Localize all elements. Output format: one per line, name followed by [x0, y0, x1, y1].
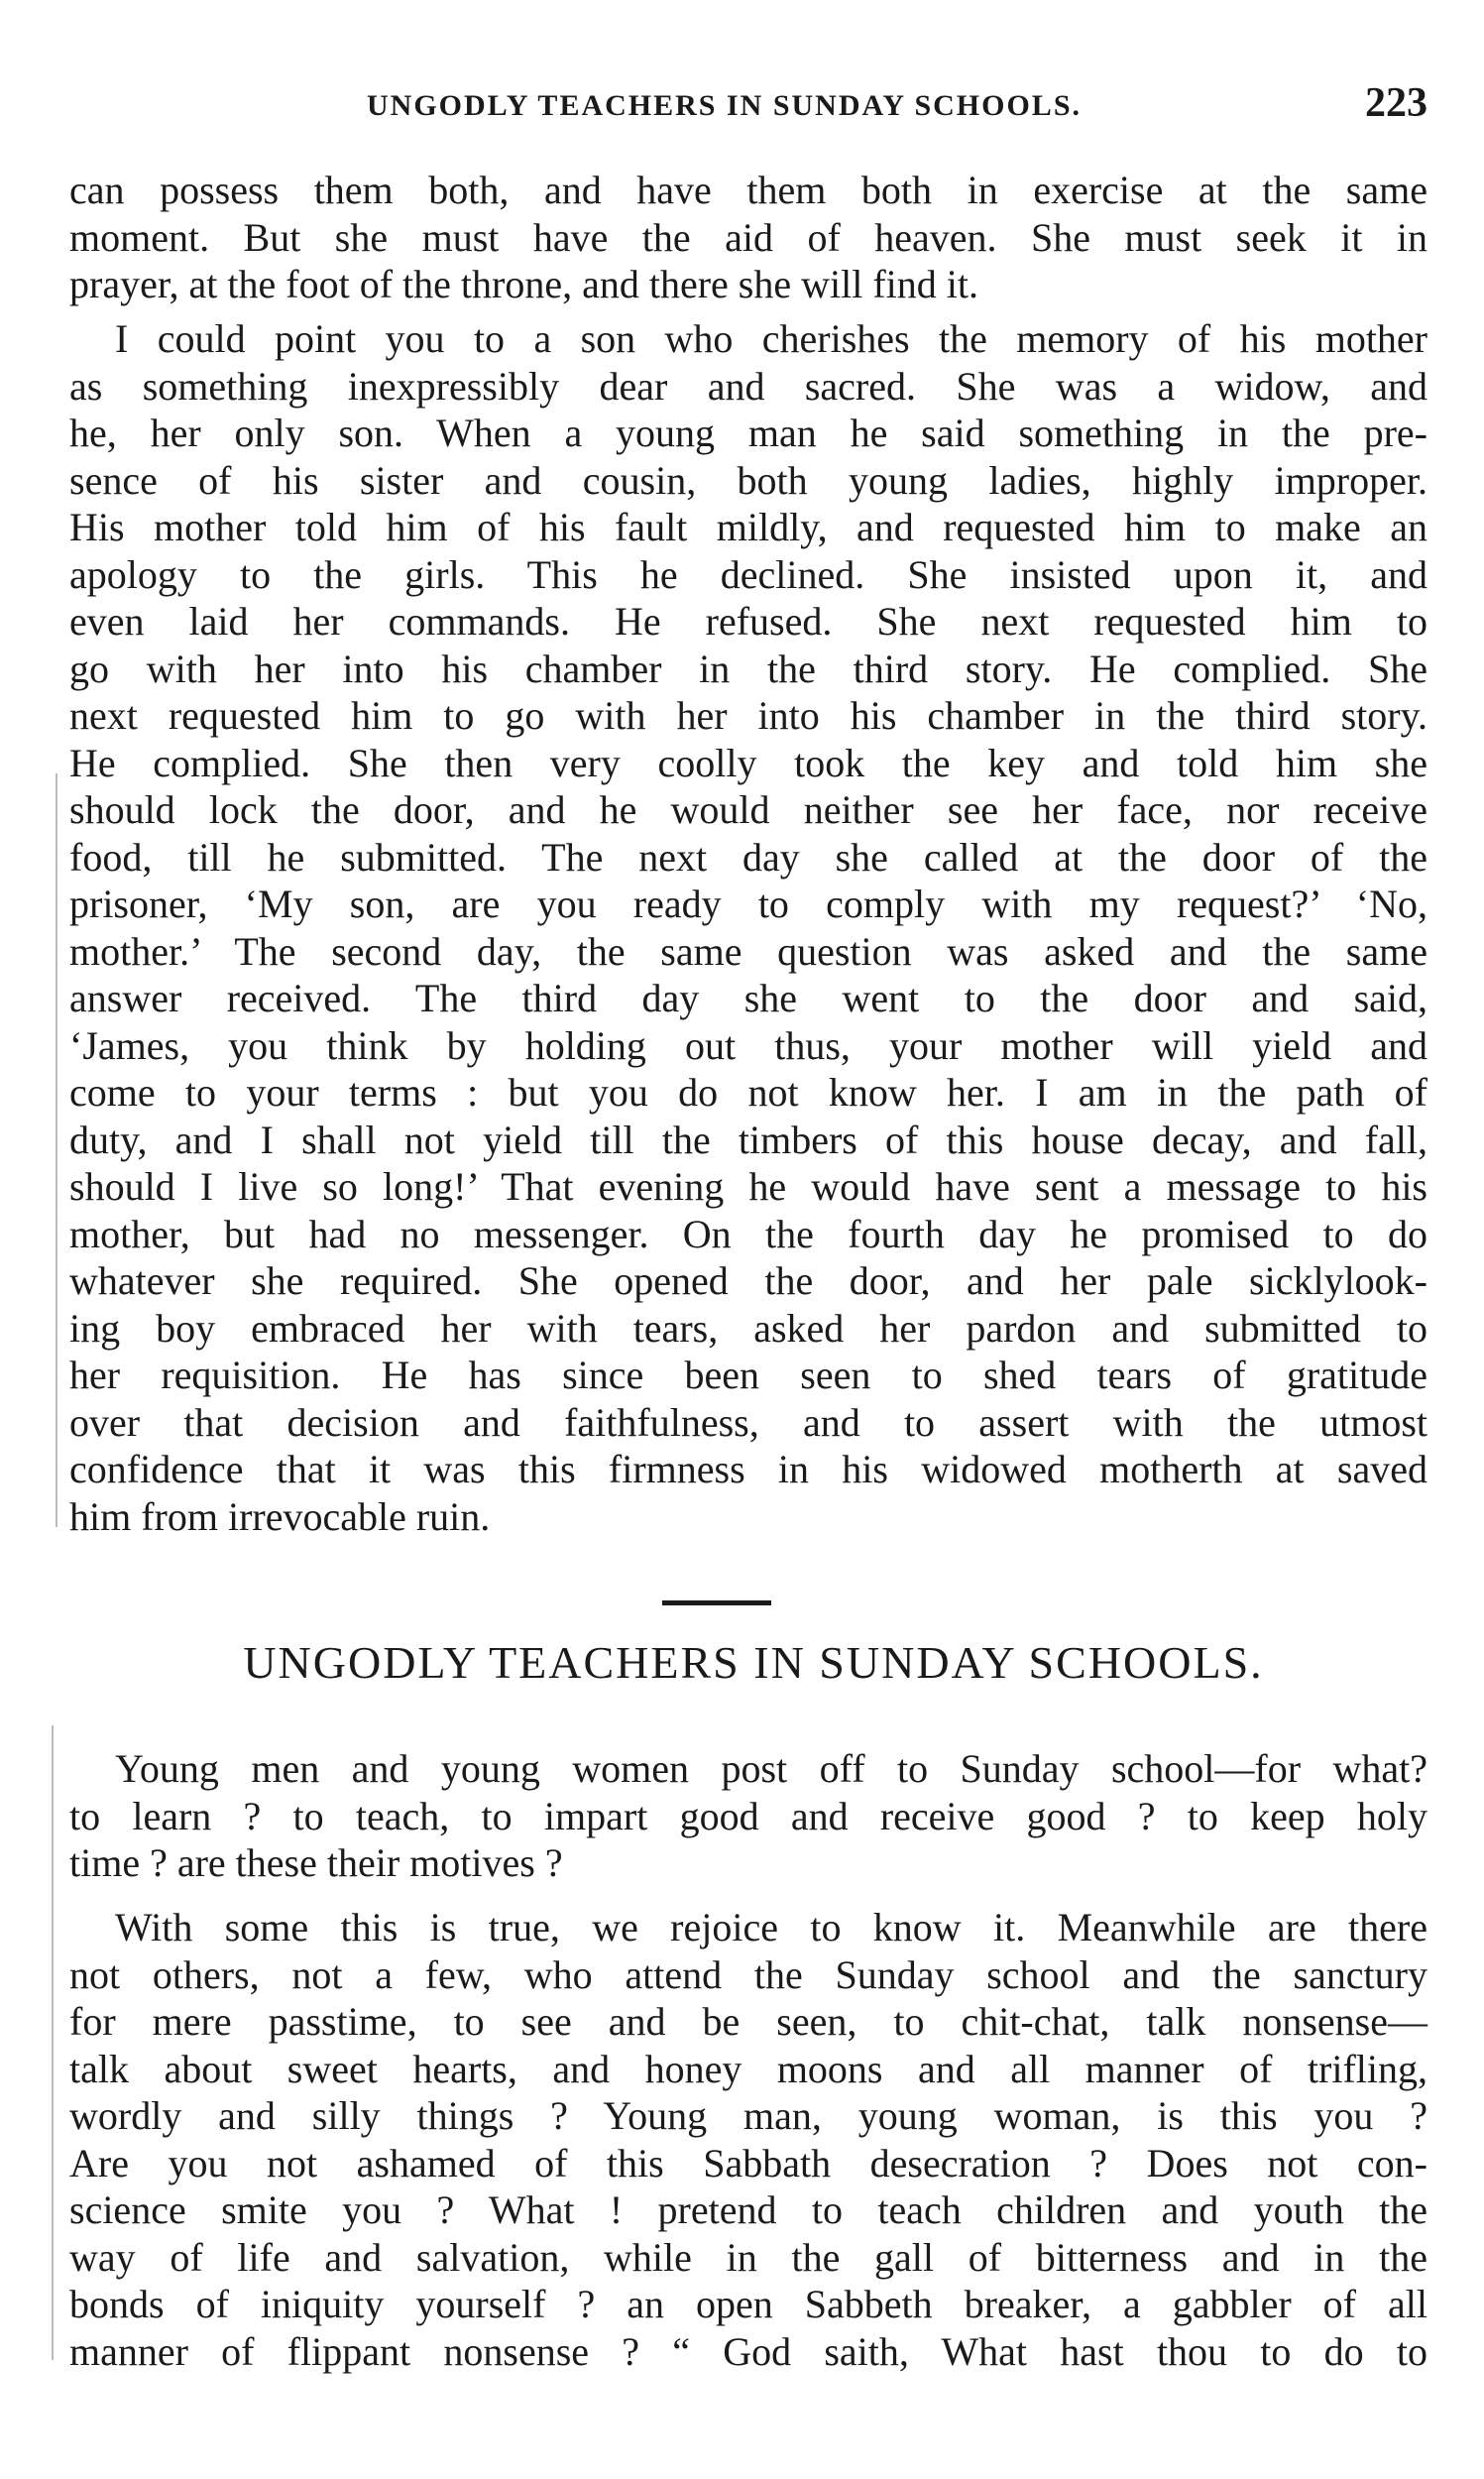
text-line: mother.’ The second day, the same question was asked and the same — [69, 928, 1427, 974]
text-line: sence of his sister and cousin, both young ladies, highly improper. — [69, 457, 1427, 503]
text-line: should lock the door, and he would neither see her face, nor receive — [69, 787, 1427, 832]
paragraph — [69, 315, 1427, 1540]
text-line: ing boy embraced her with tears, asked her pardon and submitted to — [69, 1305, 1427, 1351]
margin-rule — [56, 773, 57, 1527]
text-line: him from irrevocable ruin. — [69, 1493, 491, 1539]
anecdote-paragraph — [69, 315, 1427, 1540]
text-line: go with her into his chamber in the third story. He complied. She — [69, 646, 1427, 691]
text-line: moment. But she must have the aid of heaven. She must seek it in — [69, 214, 1427, 260]
running-head — [69, 79, 1427, 129]
text-line: prayer, at the foot of the throne, and there she will find it. — [69, 262, 978, 306]
text-line: talk about sweet hearts, and honey moons and all manner of trifling, — [69, 2046, 1427, 2091]
section-heading: UNGODLY TEACHERS IN SUNDAY SCHOOLS. — [243, 1637, 1264, 1688]
text-line: manner of flippant nonsense ? “ God saith, What hast thou to do to — [69, 2328, 1427, 2374]
text-line: food, till he submitted. The next day she called at the door of the — [69, 834, 1427, 880]
margin-rule — [52, 1725, 54, 2360]
text-line: whatever she required. She opened the door, and her pale sicklylook- — [69, 1258, 1427, 1303]
running-title: UNGODLY TEACHERS IN SUNDAY SCHOOLS. — [367, 89, 1083, 122]
text-line: ‘James, you think by holding out thus, your mother will yield and — [69, 1022, 1427, 1068]
paragraph — [69, 1904, 1427, 2375]
paragraph — [69, 1745, 1427, 1887]
paragraph — [69, 167, 1427, 308]
text-line: to learn ? to teach, to impart good and receive good ? to keep holy — [69, 1793, 1427, 1838]
text-line: bonds of iniquity yourself ? an open Sabbeth breaker, a gabbler of all — [69, 2282, 1427, 2326]
text-line: Young men and young women post off to Sunday school—for what? — [115, 1746, 1427, 1791]
text-line: wordly and silly things ? Young man, young woman, is this you ? — [69, 2093, 1427, 2138]
text-line: Are you not ashamed of this Sabbath desecration ? Does not con- — [69, 2140, 1427, 2185]
text-line: duty, and I shall not yield till the timbers of this house decay, and fall, — [69, 1117, 1427, 1162]
text-line: should I live so long!’ That evening he would have sent a message to his — [69, 1164, 1427, 1209]
text-line: way of life and salvation, while in the gall of bitterness and in the — [69, 2234, 1427, 2280]
text-line: I could point you to a son who cherishes the memory of his mother — [115, 316, 1427, 361]
text-line: can possess them both, and have them both in exercise at the same — [69, 168, 1427, 212]
article-body-paragraph — [69, 1904, 1427, 2375]
article-intro-paragraph — [69, 1745, 1427, 1887]
text-line: With some this is true, we rejoice to know it. Meanwhile are there — [115, 1905, 1427, 1949]
text-line: for mere passtime, to see and be seen, to chit-chat, talk nonsense— — [69, 1999, 1427, 2044]
text-line: next requested him to go with her into his chamber in the third story. — [69, 693, 1427, 738]
section-divider — [662, 1600, 771, 1605]
text-line: even laid her commands. He refused. She next requested him to — [69, 599, 1427, 644]
text-line: as something inexpressibly dear and sacred. She was a widow, and — [69, 363, 1427, 409]
text-line: mother, but had no messenger. On the fourth day he promised to do — [69, 1211, 1427, 1256]
text-line: science smite you ? What ! pretend to teach children and youth the — [69, 2187, 1427, 2232]
text-line: confidence that it was this firmness in his widowed motherth at saved — [69, 1447, 1427, 1491]
text-line: come to your terms : but you do not know her. I am in the path of — [69, 1070, 1427, 1115]
text-line: prisoner, ‘My son, are you ready to comply with my request?’ ‘No, — [69, 882, 1427, 926]
page-number: 223 — [1365, 80, 1427, 126]
text-line: His mother told him of his fault mildly, and requested him to make an — [69, 505, 1427, 549]
text-line: he, her only son. When a young man he said something in the pre- — [69, 411, 1427, 455]
continued-paragraph — [69, 167, 1427, 308]
text-line: apology to the girls. This he declined. She insisted upon it, and — [69, 551, 1427, 597]
text-line: her requisition. He has since been seen to shed tears of gratitude — [69, 1353, 1427, 1397]
text-line: not others, not a few, who attend the Sunday school and the sanctury — [69, 1951, 1427, 1997]
text-line: time ? are these their motives ? — [69, 1840, 563, 1885]
text-line: He complied. She then very coolly took the key and told him she — [69, 740, 1427, 785]
text-line: answer received. The third day she went to the door and said, — [69, 976, 1427, 1020]
text-line: over that decision and faithfulness, and to assert with the utmost — [69, 1399, 1427, 1445]
